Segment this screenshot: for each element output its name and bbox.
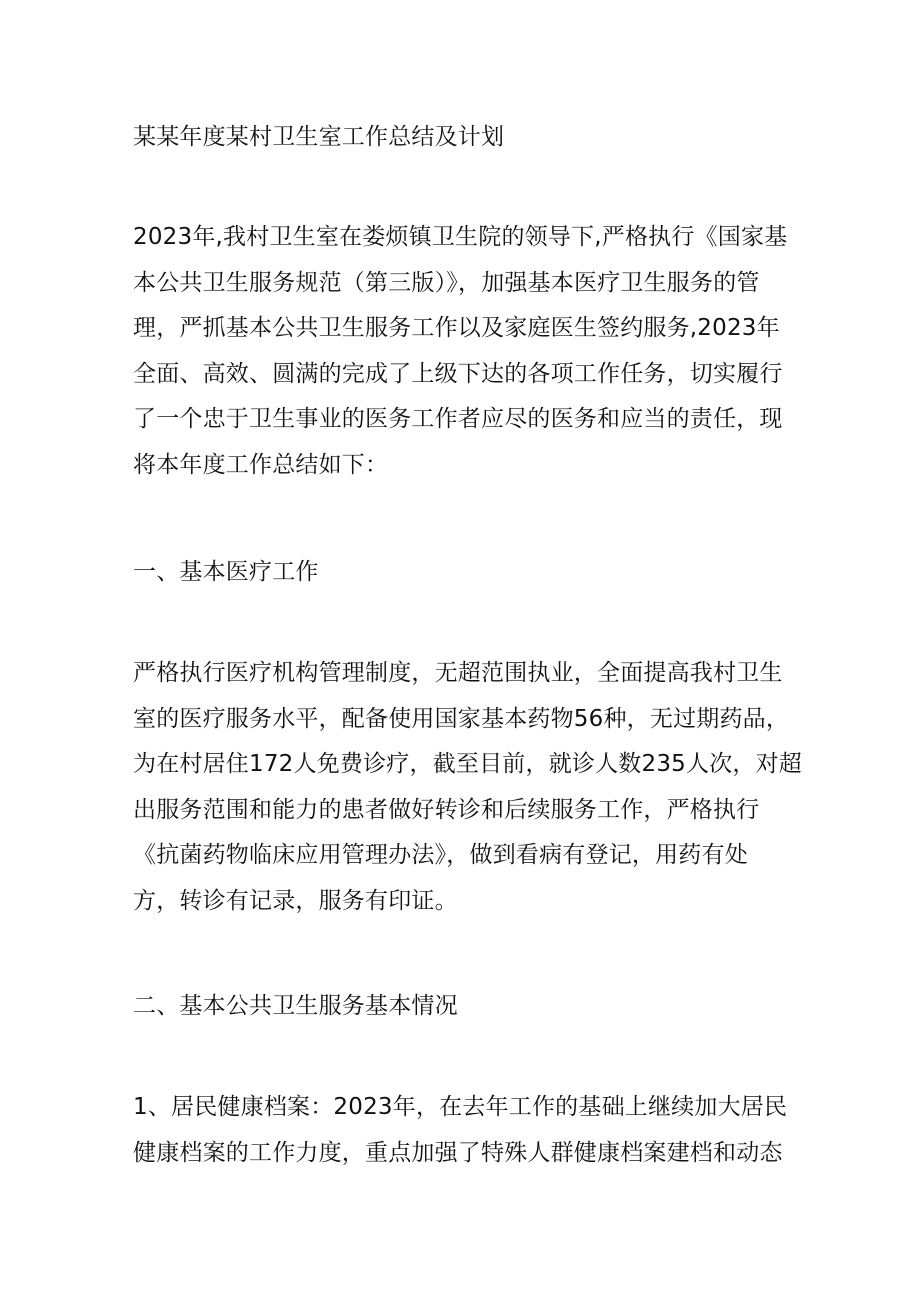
paragraph-line: 全面、高效、圆满的完成了上级下达的各项工作任务，切实履行 — [133, 360, 783, 387]
paragraph-line: 本公共卫生服务规范（第三版）》，加强基本医疗卫生服务的管 — [133, 269, 760, 296]
paragraph-line: 方，转诊有记录，服务有印证。 — [133, 887, 458, 914]
health-records-paragraph — [133, 1085, 793, 1176]
paragraph-line: 将本年度工作总结如下： — [133, 451, 389, 478]
paragraph-line: 出服务范围和能力的患者做好转诊和后续服务工作，严格执行 — [133, 796, 760, 823]
intro-paragraph — [133, 215, 793, 489]
paragraph-line: 严格执行医疗机构管理制度，无超范围执业，全面提高我村卫生 — [133, 660, 783, 686]
section-1-paragraph — [133, 651, 802, 925]
paragraph-line: 《抗菌药物临床应用管理办法》，做到看病有登记，用药有处 — [133, 842, 748, 869]
paragraph-line: 2023年,我村卫生室在娄烦镇卫生院的领导下,严格执行《国家基 — [133, 224, 788, 250]
document-title: 某某年度某村卫生室工作总结及计划 — [133, 124, 505, 150]
paragraph-line: 1、居民健康档案：2023年，在去年工作的基础上继续加大居民 — [133, 1094, 788, 1120]
paragraph-line: 理，严抓基本公共卫生服务工作以及家庭医生签约服务,2023年 — [133, 315, 780, 342]
paragraph-line: 为在村居住172人免费诊疗，截至目前，就诊人数235人次，对超 — [133, 751, 802, 778]
paragraph-line: 室的医疗服务水平，配备使用国家基本药物56种，无过期药品， — [133, 705, 790, 732]
paragraph-line: 了一个忠于卫生事业的医务工作者应尽的医务和应当的责任，现 — [133, 406, 783, 433]
section-heading-basic-medical: 一、基本医疗工作 — [133, 559, 319, 585]
paragraph-line: 健康档案的工作力度，重点加强了特殊人群健康档案建档和动态 — [133, 1139, 783, 1166]
section-heading-public-health: 二、基本公共卫生服务基本情况 — [133, 993, 458, 1019]
